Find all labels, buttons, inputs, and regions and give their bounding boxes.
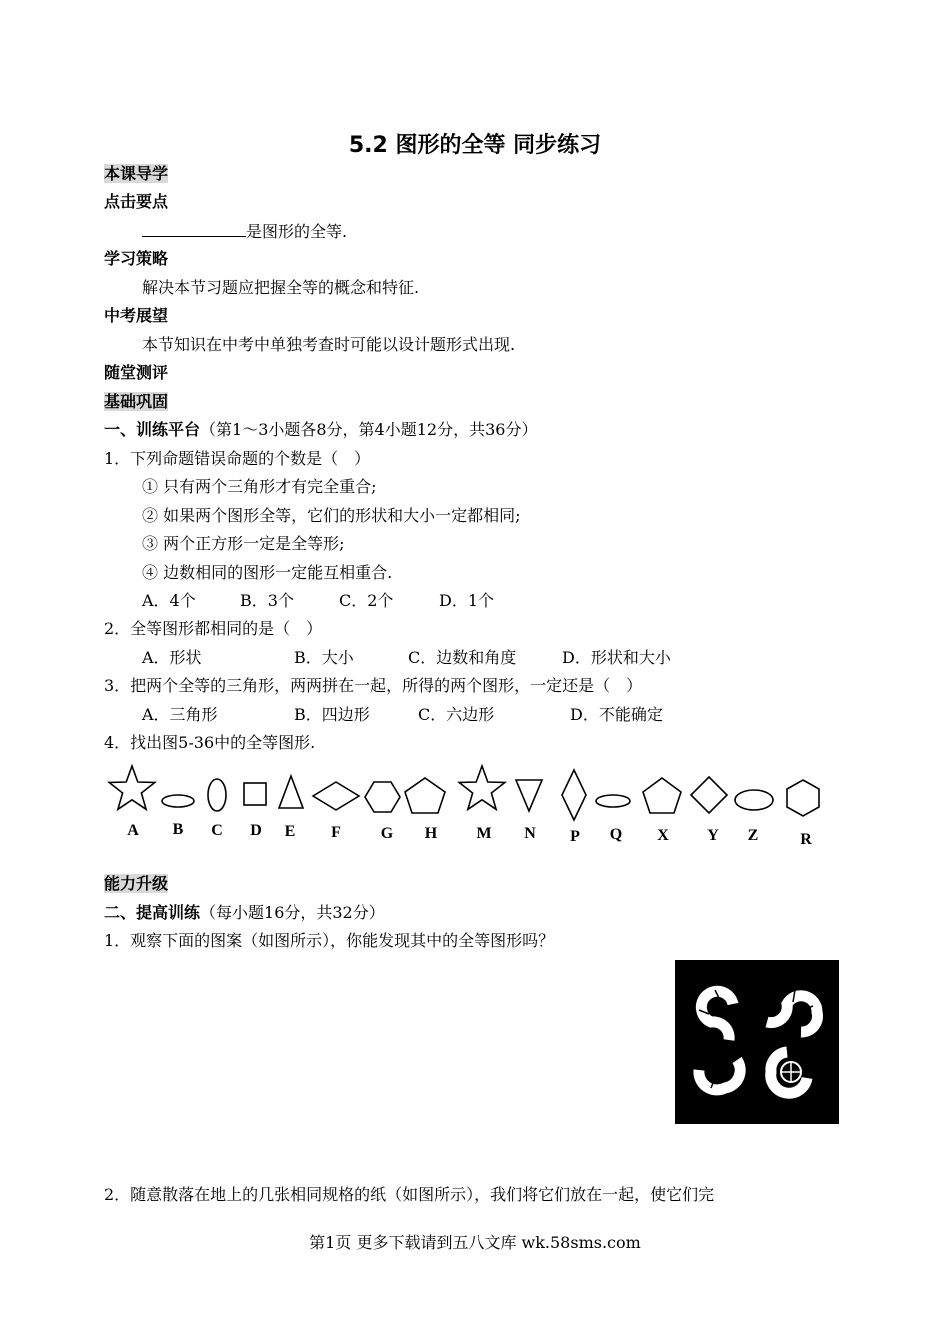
part2-q2: 2．随意散落在地上的几张相同规格的纸（如图所示），我们将它们放在一起，使它们完: [104, 1185, 715, 1204]
diamond-shape-y: [691, 777, 727, 813]
shape-label-q: Q: [609, 826, 623, 843]
pentagon-shape-h: [405, 778, 445, 813]
shape-label-x: X: [657, 827, 669, 844]
key-points-sentence: 是图形的全等.: [246, 222, 348, 241]
section-basic-label: 基础巩固: [104, 392, 169, 411]
key-points-text: [142, 219, 347, 244]
part1-heading: [104, 418, 537, 442]
ellipse-shape-q: [596, 795, 630, 807]
shape-label-y: Y: [707, 827, 719, 844]
shape-label-r: R: [800, 831, 812, 848]
q1-option-a: A．4个: [142, 591, 196, 610]
part1-title: 一、训练平台: [104, 420, 201, 439]
section-advanced: [104, 872, 168, 896]
shape-label-f: F: [331, 824, 341, 841]
part2-title: 二、提高训练: [104, 903, 201, 922]
star-shape-a: [109, 766, 155, 809]
q4-stem: 4．找出图5-36中的全等图形.: [104, 733, 316, 752]
shapes-figure: [100, 758, 830, 858]
shape-label-d: D: [250, 822, 262, 839]
q1-item-1: ① 只有两个三角形才有完全重合;: [142, 477, 377, 496]
q1-option-b: B．3个: [240, 591, 294, 610]
section-basic: [104, 390, 168, 414]
pattern-figure: [675, 960, 839, 1124]
shape-label-c: C: [211, 822, 223, 839]
shape-label-e: E: [284, 823, 296, 840]
pentagon-shape-x: [643, 778, 681, 813]
q3-option-c: C．六边形: [418, 705, 495, 724]
q1-item-3: ③ 两个正方形一定是全等形;: [142, 534, 345, 553]
part2-note: （每小题16分，共32分）: [200, 903, 385, 922]
q1-item-2: ② 如果两个图形全等，它们的形状和大小一定都相同;: [142, 506, 521, 525]
section-strategy: 学习策略: [104, 249, 169, 268]
q1-stem: 1．下列命题错误命题的个数是（ ）: [104, 449, 371, 468]
triangle-shape-e: [279, 776, 303, 808]
shape-label-h: H: [424, 825, 438, 842]
q3-option-b: B．四边形: [294, 705, 370, 724]
section-quiz: 随堂测评: [104, 363, 169, 382]
shape-label-a: A: [127, 822, 139, 839]
strategy-text: 解决本节习题应把握全等的概念和特征.: [142, 278, 420, 297]
section-exam: 中考展望: [104, 306, 169, 325]
shape-label-b: B: [172, 821, 184, 838]
part2-heading: [104, 901, 385, 925]
shape-label-n: N: [524, 825, 536, 842]
diamond-shape-f: [313, 782, 359, 810]
triangle-shape-n: [516, 780, 542, 811]
diamond-shape-p: [562, 770, 586, 820]
q3-stem: 3．把两个全等的三角形，两两拼在一起，所得的两个图形，一定还是（ ）: [104, 676, 643, 695]
q1-option-c: C．2个: [339, 591, 394, 610]
ellipse-shape-b: [162, 795, 194, 807]
page-footer: 第1页 更多下载请到五八文库 wk.58sms.com: [309, 1233, 641, 1252]
q2-stem: 2．全等图形都相同的是（ ）: [104, 619, 323, 638]
q1-option-d: D．1个: [439, 591, 495, 610]
section-guide-label: 本课导学: [104, 164, 169, 183]
page-title: 5.2 图形的全等 同步练习: [348, 133, 602, 158]
q2-option-a: A．形状: [142, 648, 202, 667]
square-shape-d: [244, 783, 266, 805]
part1-note: （第1～3小题各8分，第4小题12分，共36分）: [200, 420, 538, 439]
q3-option-d: D．不能确定: [570, 705, 663, 724]
hexagon-shape-g: [365, 782, 400, 812]
ellipse-shape-c: [208, 779, 226, 811]
q1-options: [142, 589, 542, 613]
exam-text: 本节知识在中考中单独考查时可能以设计题形式出现.: [142, 335, 516, 354]
star-shape-m: [459, 766, 505, 809]
shape-label-z: Z: [747, 827, 759, 844]
q3-option-a: A．三角形: [142, 705, 218, 724]
ellipse-shape-z: [735, 790, 773, 810]
fill-blank: [142, 219, 246, 237]
q1-item-4: ④ 边数相同的图形一定能互相重合.: [142, 563, 393, 582]
section-advanced-label: 能力升级: [104, 874, 169, 893]
section-key-points: 点击要点: [104, 192, 169, 211]
shape-label-g: G: [380, 825, 394, 842]
q3-options: [142, 703, 702, 727]
q2-option-b: B．大小: [294, 648, 354, 667]
shape-label-p: P: [570, 828, 580, 845]
q2-option-d: D．形状和大小: [562, 648, 671, 667]
section-guide: [104, 162, 168, 186]
q2-options: [142, 646, 702, 670]
q2-option-c: C．边数和角度: [408, 648, 517, 667]
part2-q1: 1．观察下面的图案（如图所示），你能发现其中的全等图形吗？: [104, 931, 555, 950]
hexagon-shape-r: [787, 780, 819, 816]
shape-label-m: M: [476, 825, 492, 842]
